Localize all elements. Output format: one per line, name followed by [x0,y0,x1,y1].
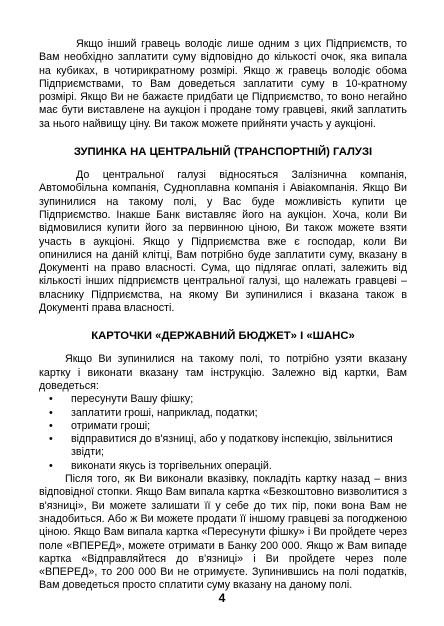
page-content [39,38,407,593]
list-item: • пересунути Вашу фішку; [49,393,194,406]
cards-action-list [39,393,407,473]
bullet-icon: • [49,406,53,419]
list-item: • відправитися до в'язниці, або у податкову інспекцію, звільнитися звідти; [49,433,393,459]
list-item: • виконати якусь із торгівельних операцій. [49,459,272,472]
list-item: • заплатити гроші, наприклад, податки; [49,406,258,419]
heading-cards: КАРТОЧКИ «ДЕРЖАВНИЙ БЮДЖЕТ» І «ШАНС» [91,330,355,343]
list-item: • отримати гроші; [49,419,151,432]
page-number: 4 [218,591,226,605]
bullet-icon: • [49,433,53,446]
bullet-icon: • [49,459,53,472]
paragraph-central-industry: До центральної галузі відносяться Залізнична компанія, Автомобільна компанія, Судноплавна компанія і Авіакомпанія. Якщо Ви зупинилися на такому полі, у Вас буде можливість купити це Підприємство. Інакше Банк виставляє його на аукціон. Хоча, коли Ви відмовилися купити його за первинною ціною, Ви також можете взяти участь в аукціоні. Якщо у Підприємства вже є господар, коли Ви опинилися на даній клітці, Вам потрібно буде заплатити суму, вказану в Документі на право власності. Сума, що підлягає оплаті, залежить від кількості інших підприємств центральної галузі, що належать гравцеві – власнику Підприємства, на якому Ви зупинилися і вказана також в Документі права власності. [39,169,407,315]
heading-central-industry: ЗУПИНКА НА ЦЕНТРАЛЬНІЙ (ТРАНСПОРТНІЙ) ГАЛУЗІ [73,146,373,159]
paragraph-utilities: Якщо інший гравець володіє лише одним з цих Підприємств, то Вам необхідно заплатити суму відповідно до кількості очок, яка випала на кубиках, в чотирикратному розмірі. Якщо ж гравець володіє обома Підприємствами, то Вам доведеться заплатити суму в 10-кратному розмірі. Якщо Ви не бажаєте придбати це Підприємство, то воно негайно має бути виставлене на аукціон і продане тому гравцеві, який заплатить за нього найвищу ціну. Ви також можете прийняти участь у аукціоні. [39,38,407,130]
bullet-icon: • [49,419,53,432]
paragraph-cards-intro: Якщо Ви зупинилися на такому полі, то потрібно узяти вказану картку і виконати вказану там інструкцію. Залежно від картки, Вам доведеться: [39,353,407,392]
paragraph-cards-closing: Після того, як Ви виконали вказівку, покладіть картку назад – вниз відповідної стопки. Якщо Вам випала картка «Безкоштовно визволитися з в'язниці», Ви можете залишати її у себе до тих пір, поки вона Вам не знадобиться. Або ж Ви можете продати її іншому гравцеві за погодженою ціною. Якщо Вам випала картка «Пересунути фішку» і Ви пройдете через поле «ВПЕРЕД», можете отримати в Банку 200 000. Якщо ж Вам випаде картка «Відправляйтеся до в'язниці» і Ви пройдете через поле «ВПЕРЕД», то 200 000 Ви не отримуєте. Зупинившись на полі податків, Вам доведеться просто сплатити суму вказану на даному полі. [39,473,407,592]
bullet-icon: • [49,393,53,406]
